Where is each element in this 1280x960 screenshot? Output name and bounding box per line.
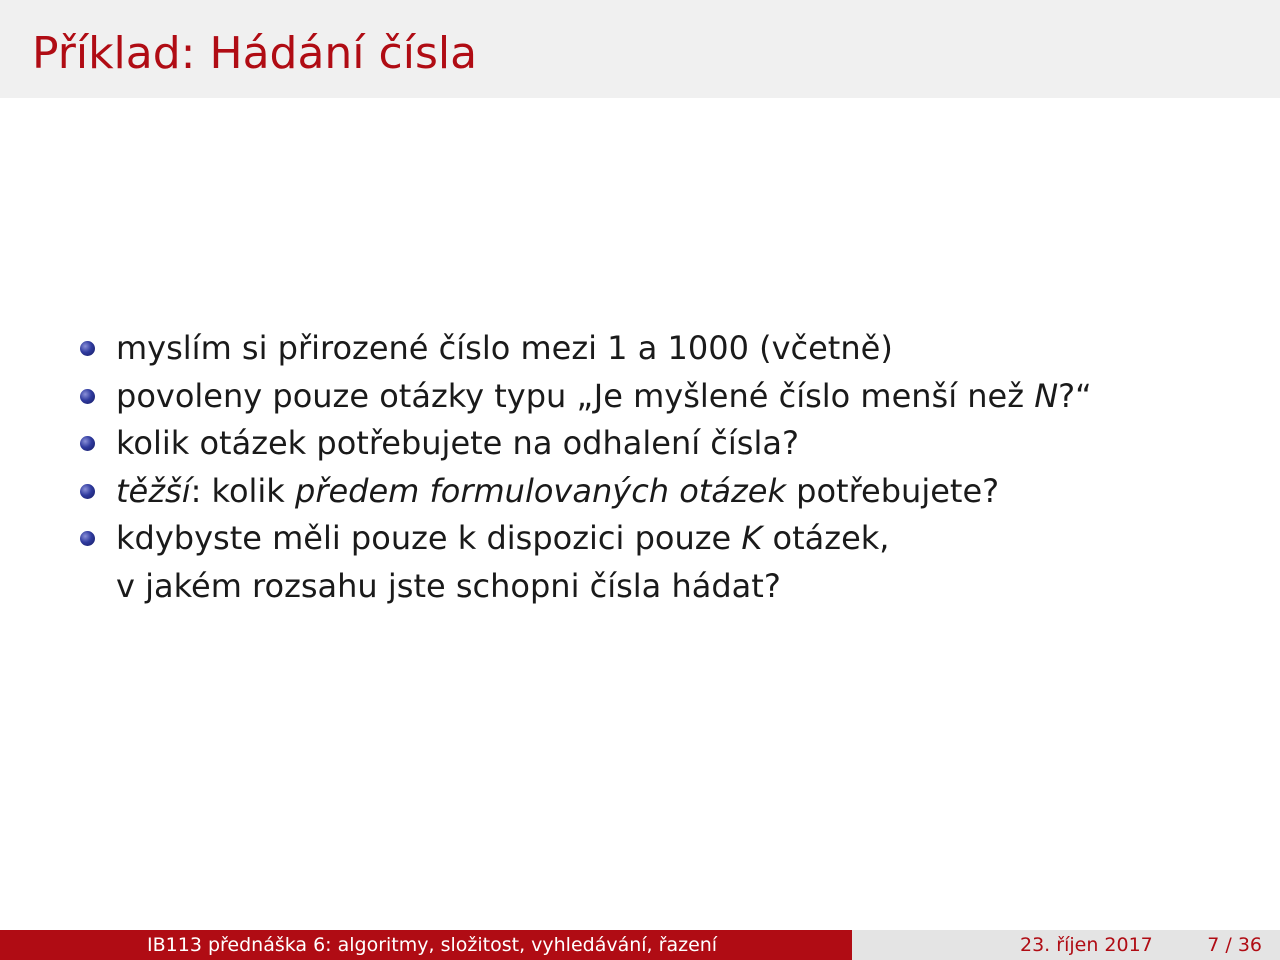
bullet-text: ?“ xyxy=(1058,376,1092,415)
bullet-text: kolik otázek potřebujete na odhalení čísla? xyxy=(116,424,799,462)
title-bar xyxy=(0,0,1280,98)
bullet-item xyxy=(80,515,1230,610)
footer-course-box xyxy=(0,930,852,960)
footer-date: 23. říjen 2017 xyxy=(1020,934,1153,956)
bullet-text: kdybyste měli pouze k dispozici pouze xyxy=(116,519,742,557)
bullet-item xyxy=(80,468,1230,516)
emphasis-text: těžší xyxy=(116,471,191,510)
slide-title: Příklad: Hádání čísla xyxy=(32,28,478,79)
footer-info-box xyxy=(852,930,1280,960)
bullet-text: : kolik xyxy=(190,471,295,510)
bullet-icon xyxy=(80,484,95,499)
page-number: 7 / 36 xyxy=(1207,934,1262,956)
bullet-continuation: v jakém rozsahu jste schopni čísla hádat? xyxy=(116,566,781,605)
variable-k: K xyxy=(741,519,763,557)
footer xyxy=(0,930,1280,960)
bullet-item xyxy=(80,373,1230,421)
footer-course: IB113 přednáška 6: algoritmy, složitost, vyhledávání, řazení xyxy=(147,934,718,956)
bullet-list xyxy=(80,325,1230,610)
emphasis-text: předem formulovaných otázek xyxy=(295,471,786,510)
bullet-icon xyxy=(80,389,95,404)
bullet-icon xyxy=(80,531,95,546)
variable-n: N xyxy=(1034,376,1059,415)
bullet-text: povoleny pouze otázky typu „Je myšlené číslo menší než xyxy=(116,376,1035,415)
bullet-icon xyxy=(80,436,95,451)
bullet-text: otázek, xyxy=(762,519,890,557)
bullet-icon xyxy=(80,341,95,356)
bullet-item xyxy=(80,325,1230,373)
bullet-text: potřebujete? xyxy=(785,471,1000,510)
bullet-text: myslím si přirozené číslo mezi 1 a 1000 (včetně) xyxy=(116,329,893,367)
bullet-item xyxy=(80,420,1230,468)
